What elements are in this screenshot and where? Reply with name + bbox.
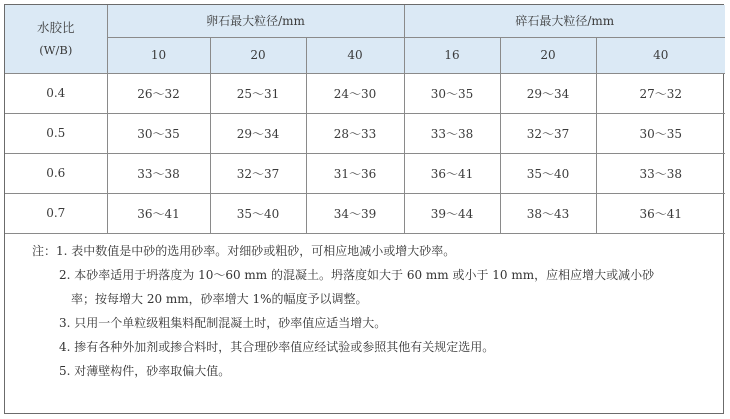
table-row [5,73,725,113]
note-line: 4. 掺有各种外加剂或掺合料时，其合理砂率值应经试验或参照其他有关规定选用。 [59,340,495,354]
sand-ratio-table [5,5,725,234]
table-cell: 38～43 [500,193,596,233]
size-header: 16 [404,37,500,73]
gravel-group-header: 碎石最大粒径/mm [404,5,725,37]
size-header: 20 [210,37,306,73]
table-cell: 26～32 [107,73,210,113]
wb-header-cell [5,5,107,73]
table-cell: 29～34 [210,113,306,153]
note-line: 3. 只用一个单粒级粗集料配制混凝土时，砂率值应适当增大。 [59,316,387,330]
note-line: 注：1. 表中数值是中砂的选用砂率。对细砂或粗砂，可相应地减小或增大砂率。 [32,244,456,258]
table-row [5,193,725,233]
table-cell: 25～31 [210,73,306,113]
table-cell: 36～41 [404,153,500,193]
table-cell: 36～41 [596,193,725,233]
table-cell: 33～38 [596,153,725,193]
table-row [5,153,725,193]
table-cell: 33～38 [404,113,500,153]
table-cell: 32～37 [210,153,306,193]
wb-cell: 0.7 [5,193,107,233]
table-cell: 30～35 [107,113,210,153]
size-header: 20 [500,37,596,73]
table-cell: 27～32 [596,73,725,113]
pebble-group-header: 卵石最大粒径/mm [107,5,404,37]
table-cell: 30～35 [404,73,500,113]
table-cell: 31～36 [306,153,404,193]
note-line: 5. 对薄壁构件，砂率取偏大值。 [59,364,231,378]
wb-cell: 0.5 [5,113,107,153]
size-header: 10 [107,37,210,73]
sand-ratio-table-frame [4,4,724,414]
wb-cell: 0.6 [5,153,107,193]
note-line: 率；按每增大 20 mm，砂率增大 1%的幅度予以调整。 [71,292,368,306]
table-notes [5,239,723,383]
table-cell: 24～30 [306,73,404,113]
wb-header-main: 水胶比 [36,19,75,35]
size-header: 40 [306,37,404,73]
table-cell: 36～41 [107,193,210,233]
table-cell: 33～38 [107,153,210,193]
table-row [5,113,725,153]
table-cell: 29～34 [500,73,596,113]
table-cell: 39～44 [404,193,500,233]
wb-header-sub: (W/B) [39,42,73,57]
note-line: 2. 本砂率适用于坍落度为 10～60 mm 的混凝土。坍落度如大于 60 mm 或小于 10 mm，应相应增大或减小砂 [59,268,655,282]
table-cell: 30～35 [596,113,725,153]
table-cell: 35～40 [500,153,596,193]
size-header: 40 [596,37,725,73]
table-cell: 34～39 [306,193,404,233]
wb-cell: 0.4 [5,73,107,113]
table-cell: 35～40 [210,193,306,233]
table-cell: 28～33 [306,113,404,153]
table-cell: 32～37 [500,113,596,153]
